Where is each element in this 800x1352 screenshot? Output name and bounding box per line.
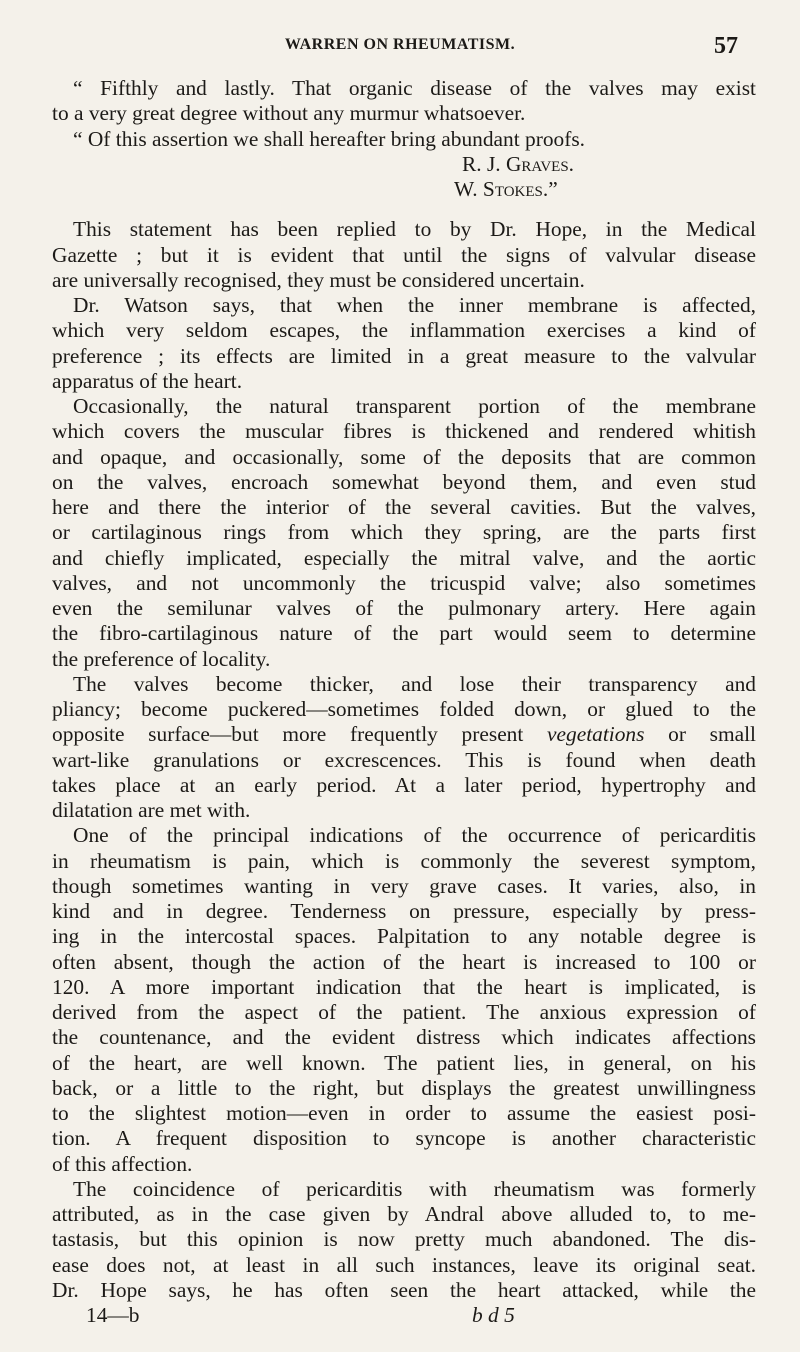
text-line: and opaque, and occasionally, some of the deposits that are common: [52, 444, 756, 469]
paragraph-gap: [52, 202, 756, 217]
text-line: The coincidence of pericarditis with rheumatism was formerly: [73, 1176, 756, 1201]
text-line: on the valves, encroach somewhat beyond them, and even stud: [52, 469, 756, 494]
text-line: “ Fifthly and lastly. That organic disease of the valves may exist: [73, 76, 756, 100]
text-line: dilatation are met with.: [52, 798, 251, 822]
text-line: are universally recognised, they must be considered uncertain.: [52, 267, 585, 292]
text-line: pliancy; become puckered—sometimes folded down, or glued to the: [52, 697, 756, 721]
running-title: WARREN ON RHEUMATISM.: [284, 36, 516, 53]
text-line: to the slightest motion—even in order to assume the easiest posi-: [52, 1101, 756, 1125]
sheet-mark-right: [472, 1303, 515, 1328]
text-line: in rheumatism is pain, which is commonly the severest symptom,: [52, 848, 756, 873]
text-line: and chiefly implicated, especially the mitral valve, and the aortic: [52, 545, 756, 570]
text-line: The valves become thicker, and lose their transparency and: [73, 671, 756, 696]
signature-stokes: W. Stokes.”: [454, 177, 558, 201]
text-line: ease does not, at least in all such instances, leave its original seat.: [52, 1252, 756, 1277]
text-line: [52, 722, 756, 747]
text-line: Occasionally, the natural transparent portion of the membrane: [73, 394, 756, 418]
text-run: opposite surface—but more frequently present: [52, 722, 524, 747]
text-line: One of the principal indications of the occurrence of pericarditis: [73, 823, 756, 848]
text-line: “ Of this assertion we shall hereafter bring abundant proofs.: [73, 126, 586, 151]
text-line: apparatus of the heart.: [52, 368, 243, 393]
text-line: ing in the intercostal spaces. Palpitation to any notable degree is: [52, 924, 756, 949]
text-line: attributed, as in the case given by Andral above alluded to, to me-: [52, 1202, 756, 1226]
text-line: the fibro-cartilaginous nature of the part would seem to determine: [52, 621, 756, 646]
text-line: here and there the interior of the several cavities. But the valves,: [52, 495, 756, 519]
text-line: which very seldom escapes, the inflammation exercises a kind of: [52, 318, 756, 343]
text-line: preference ; its effects are limited in a great measure to the valvular: [52, 343, 756, 368]
text-line: tastasis, but this opinion is now pretty much abandoned. The dis-: [52, 1227, 756, 1252]
sheet-mark-left: 14—b: [86, 1303, 140, 1327]
text-line: 120. A more important indication that the heart is implicated, is: [52, 974, 756, 999]
text-line: to a very great degree without any murmur whatsoever.: [52, 101, 526, 126]
text-line: This statement has been replied to by Dr. Hope, in the Medical: [73, 217, 756, 242]
text-line: Gazette ; but it is evident that until the signs of valvular disease: [52, 242, 756, 267]
text-line: the preference of locality.: [52, 646, 271, 671]
text-line: takes place at an early period. At a later period, hypertrophy and: [52, 772, 756, 797]
signature-marks: [52, 1303, 756, 1328]
signature-graves: R. J. Graves.: [462, 151, 575, 176]
text-line: or cartilaginous rings from which they spring, are the parts first: [52, 520, 756, 545]
text-line: of the heart, are well known. The patient lies, in general, on his: [52, 1050, 756, 1075]
page-number: 57: [714, 33, 738, 59]
text-line: often absent, though the action of the heart is increased to 100 or: [52, 949, 756, 974]
text-line: back, or a little to the right, but displays the greatest unwillingness: [52, 1075, 756, 1100]
text-line: which covers the muscular fibres is thickened and rendered whitish: [52, 419, 756, 444]
text-line: kind and in degree. Tenderness on pressure, especially by press-: [52, 899, 756, 923]
body-text: [52, 76, 756, 1328]
italic-term: vegetations: [547, 722, 645, 747]
text-line: Dr. Watson says, that when the inner membrane is affected,: [73, 293, 756, 317]
text-line: valves, and not uncommonly the tricuspid valve; also sometimes: [52, 570, 756, 595]
text-line: of this affection.: [52, 1151, 193, 1176]
text-line: though sometimes wanting in very grave cases. It varies, also, in: [52, 873, 756, 898]
text-line: even the semilunar valves of the pulmonary artery. Here again: [52, 596, 756, 620]
text-run: or small: [668, 722, 756, 747]
text-line: tion. A frequent disposition to syncope is another characteristic: [52, 1126, 756, 1151]
text-line: derived from the aspect of the patient. The anxious expression of: [52, 1000, 756, 1024]
running-head: [0, 33, 800, 60]
text-line: Dr. Hope says, he has often seen the heart attacked, while the: [52, 1277, 756, 1302]
text-line: the countenance, and the evident distress which indicates affections: [52, 1025, 756, 1050]
text-line: wart-like granulations or excrescences. This is found when death: [52, 747, 756, 772]
sheet-mark-right-text: b d 5: [472, 1303, 515, 1327]
